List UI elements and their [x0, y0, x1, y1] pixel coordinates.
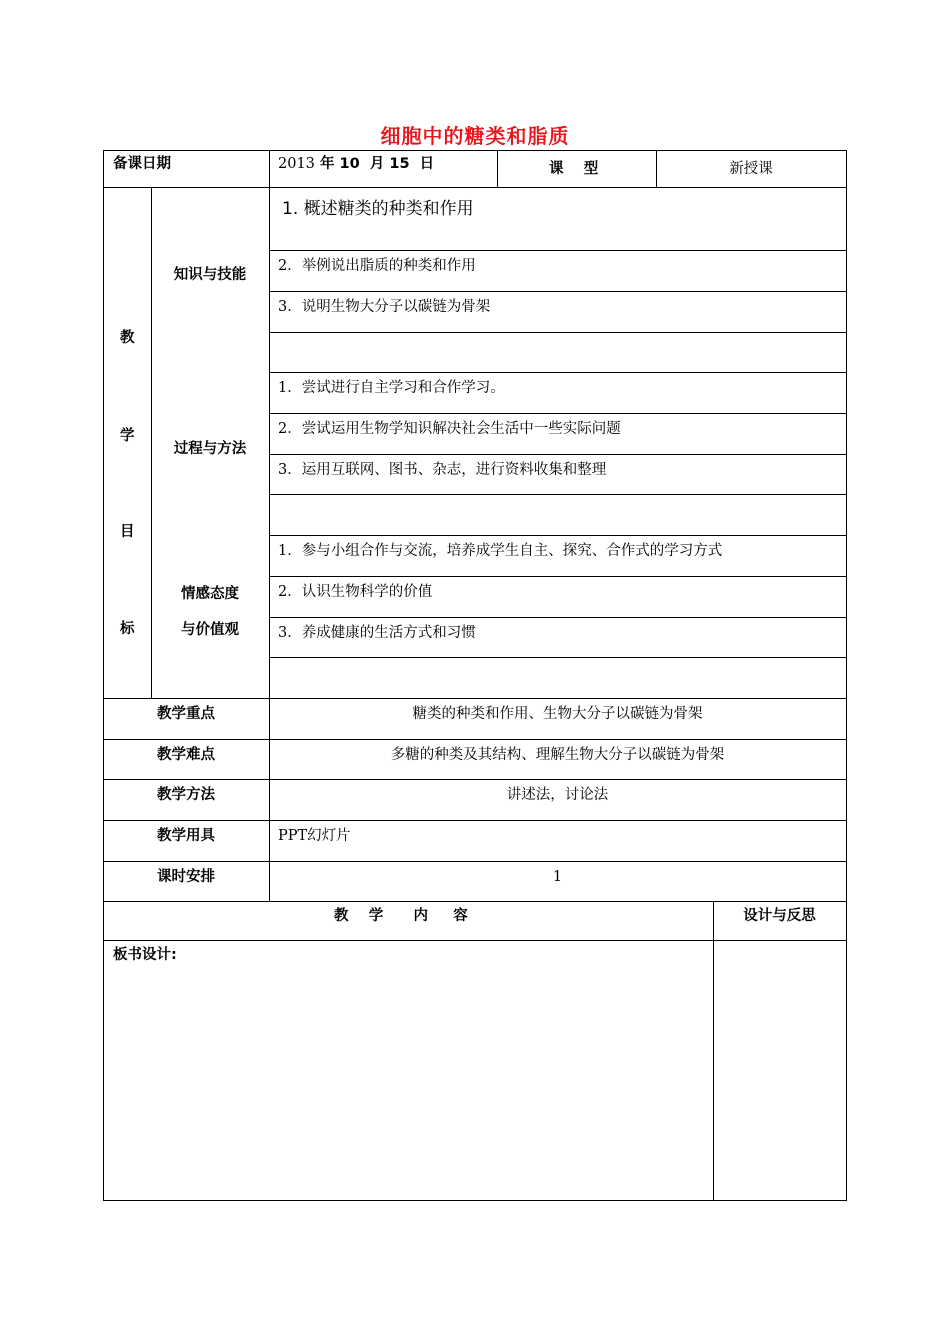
board-design-label: 板书设计:	[113, 947, 177, 963]
process-methods-label: 过程与方法	[173, 441, 247, 457]
date-label: 备课日期	[113, 156, 171, 172]
key-points-value: 糖类的种类和作用、生物大分子以碳链为骨架	[412, 706, 703, 722]
methods-value: 讲述法，讨论法	[506, 787, 609, 803]
methods-label: 教学方法	[157, 787, 215, 803]
knowledge-item: 3．说明生物大分子以碳链为骨架	[278, 299, 491, 315]
schedule-label: 课时安排	[157, 869, 215, 885]
schedule-value: 1	[552, 869, 563, 885]
document-title: 细胞中的糖类和脂质	[380, 124, 570, 148]
side-label-char: 教	[120, 330, 135, 346]
knowledge-item: 1. 概述糖类的种类和作用	[282, 199, 474, 219]
side-label-char: 标	[120, 621, 135, 637]
knowledge-item: 2．举例说出脂质的种类和作用	[278, 258, 476, 274]
emotion-item: 3．养成健康的生活方式和习惯	[278, 625, 476, 641]
side-label-char: 学	[120, 428, 135, 444]
process-item: 1．尝试进行自主学习和合作学习。	[278, 380, 505, 396]
key-points-label: 教学重点	[157, 706, 215, 722]
tools-value: PPT幻灯片	[278, 828, 351, 844]
knowledge-skills-label: 知识与技能	[173, 267, 247, 283]
process-item: 3．运用互联网、图书、杂志，进行资料收集和整理	[278, 462, 607, 478]
emotion-item: 1．参与小组合作与交流，培养成学生自主、探究、合作式的学习方式	[278, 543, 723, 559]
difficulties-label: 教学难点	[157, 747, 215, 763]
content-header: 教 学 内 容	[334, 908, 468, 924]
lesson-type-label: 课 型	[549, 161, 599, 177]
side-label-char: 目	[120, 524, 135, 540]
date-value: 年 10 月 15 日	[320, 156, 435, 172]
date-year: 2013	[278, 156, 315, 172]
emotion-item: 2．认识生物科学的价值	[278, 584, 433, 600]
emotion-values-label-line2: 与价值观	[181, 622, 239, 638]
process-item: 2．尝试运用生物学知识解决社会生活中一些实际问题	[278, 421, 621, 437]
difficulties-value: 多糖的种类及其结构、理解生物大分子以碳链为骨架	[390, 747, 725, 763]
lesson-type-value: 新授课	[729, 161, 773, 177]
tools-label: 教学用具	[157, 828, 215, 844]
reflection-header: 设计与反思	[743, 908, 816, 924]
emotion-values-label-line1: 情感态度	[181, 586, 239, 602]
